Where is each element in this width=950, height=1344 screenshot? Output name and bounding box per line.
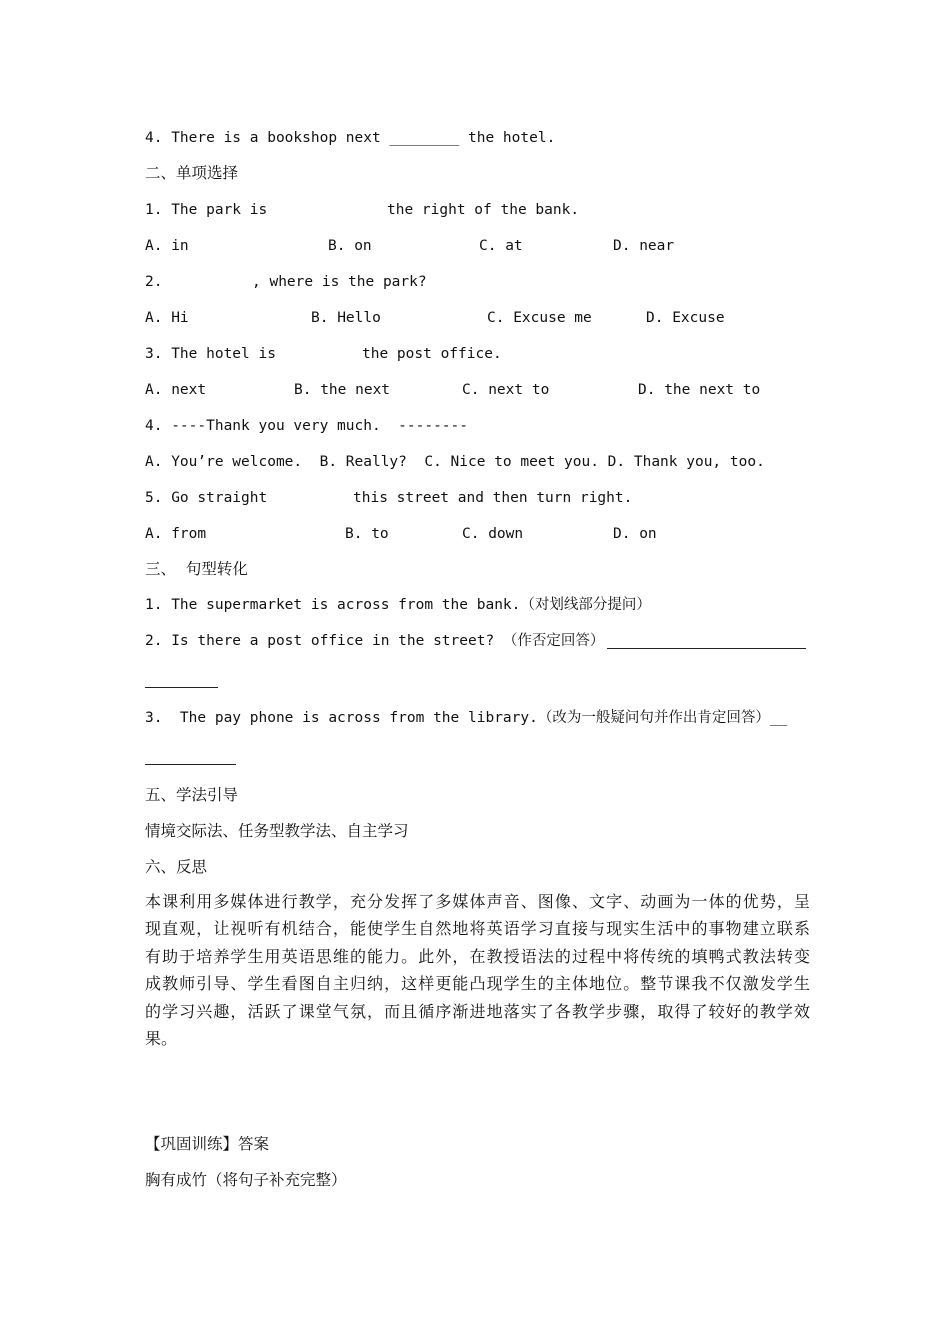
reflection-line: 的学习兴趣，活跃了课堂气氛，而且循序渐进地落实了各教学步骤，取得了较好的教学效 bbox=[145, 1001, 810, 1021]
mc-question-5-option-c: C. down bbox=[462, 526, 524, 542]
mc-question-3-stem: 3. The hotel is bbox=[145, 346, 276, 362]
mc-question-1-stem-end: the right of the bank. bbox=[387, 202, 580, 218]
answer-line bbox=[145, 687, 218, 688]
mc-question-4-options: A. You’re welcome. B. Really? C. Nice to meet you. D. Thank you, too. bbox=[145, 454, 765, 470]
answer-line bbox=[607, 648, 806, 649]
answer-line bbox=[145, 764, 236, 765]
mc-question-2-stem-end: , where is the park? bbox=[252, 274, 427, 290]
section-heading-sentence-transformation: 三、 句型转化 bbox=[145, 560, 248, 578]
reflection-line: 本课利用多媒体进行教学，充分发挥了多媒体声音、图像、文字、动画为一体的优势，呈 bbox=[145, 892, 810, 911]
mc-question-5-option-b: B. to bbox=[345, 526, 389, 542]
mc-question-2-option-b: B. Hello bbox=[311, 310, 381, 326]
mc-question-1-option-a: A. in bbox=[145, 238, 189, 254]
mc-question-2-stem: 2. bbox=[145, 274, 163, 290]
study-methods-text: 情境交际法、任务型教学法、自主学习 bbox=[145, 822, 409, 840]
mc-question-4-stem: 4. ----Thank you very much. -------- bbox=[145, 418, 469, 434]
transform-question-2: 2. Is there a post office in the street? （作否定回答） bbox=[145, 633, 605, 649]
fill-blank-question-4: 4. There is a bookshop next ________ the hotel. bbox=[145, 130, 556, 146]
mc-question-3-option-c: C. next to bbox=[462, 382, 550, 398]
reflection-paragraph bbox=[145, 888, 810, 1052]
mc-question-3-option-a: A. next bbox=[145, 382, 207, 398]
mc-question-2-option-d: D. Excuse bbox=[646, 310, 725, 326]
section-heading-multiple-choice: 二、单项选择 bbox=[145, 164, 239, 182]
mc-question-1-option-c: C. at bbox=[479, 238, 523, 254]
mc-question-1-stem: 1. The park is bbox=[145, 202, 268, 218]
mc-question-1-option-b: B. on bbox=[328, 238, 372, 254]
mc-question-3-option-d: D. the next to bbox=[638, 382, 761, 398]
mc-question-2-option-c: C. Excuse me bbox=[487, 310, 592, 326]
mc-question-5-stem: 5. Go straight bbox=[145, 490, 268, 506]
section-heading-study-methods: 五、学法引导 bbox=[145, 786, 239, 804]
reflection-line: 成教师引导、学生看图自主归纳，这样更能凸现学生的主体地位。整节课我不仅激发学生 bbox=[145, 974, 810, 994]
mc-question-5-option-d: D. on bbox=[613, 526, 657, 542]
mc-question-1-option-d: D. near bbox=[613, 238, 675, 254]
mc-question-5-stem-end: this street and then turn right. bbox=[353, 490, 633, 506]
mc-question-3-option-b: B. the next bbox=[294, 382, 391, 398]
transform-question-1: 1. The supermarket is across from the bank.（对划线部分提问） bbox=[145, 597, 651, 613]
reflection-line: 果。 bbox=[145, 1029, 178, 1049]
reflection-line: 现直观，让视听有机结合，能使学生自然地将英语学习直接与现实生活中的事物建立联系 bbox=[145, 919, 810, 939]
answers-heading: 【巩固训练】答案 bbox=[145, 1135, 270, 1153]
section-heading-reflection: 六、反思 bbox=[145, 858, 208, 876]
mc-question-5-option-a: A. from bbox=[145, 526, 207, 542]
answers-subheading: 胸有成竹（将句子补充完整） bbox=[145, 1171, 347, 1189]
transform-question-3: 3. The pay phone is across from the library.（改为一般疑问句并作出肯定回答）__ bbox=[145, 710, 788, 726]
reflection-line: 有助于培养学生用英语思维的能力。此外，在教授语法的过程中将传统的填鸭式教法转变 bbox=[145, 946, 810, 966]
mc-question-2-option-a: A. Hi bbox=[145, 310, 189, 326]
mc-question-3-stem-end: the post office. bbox=[362, 346, 502, 362]
